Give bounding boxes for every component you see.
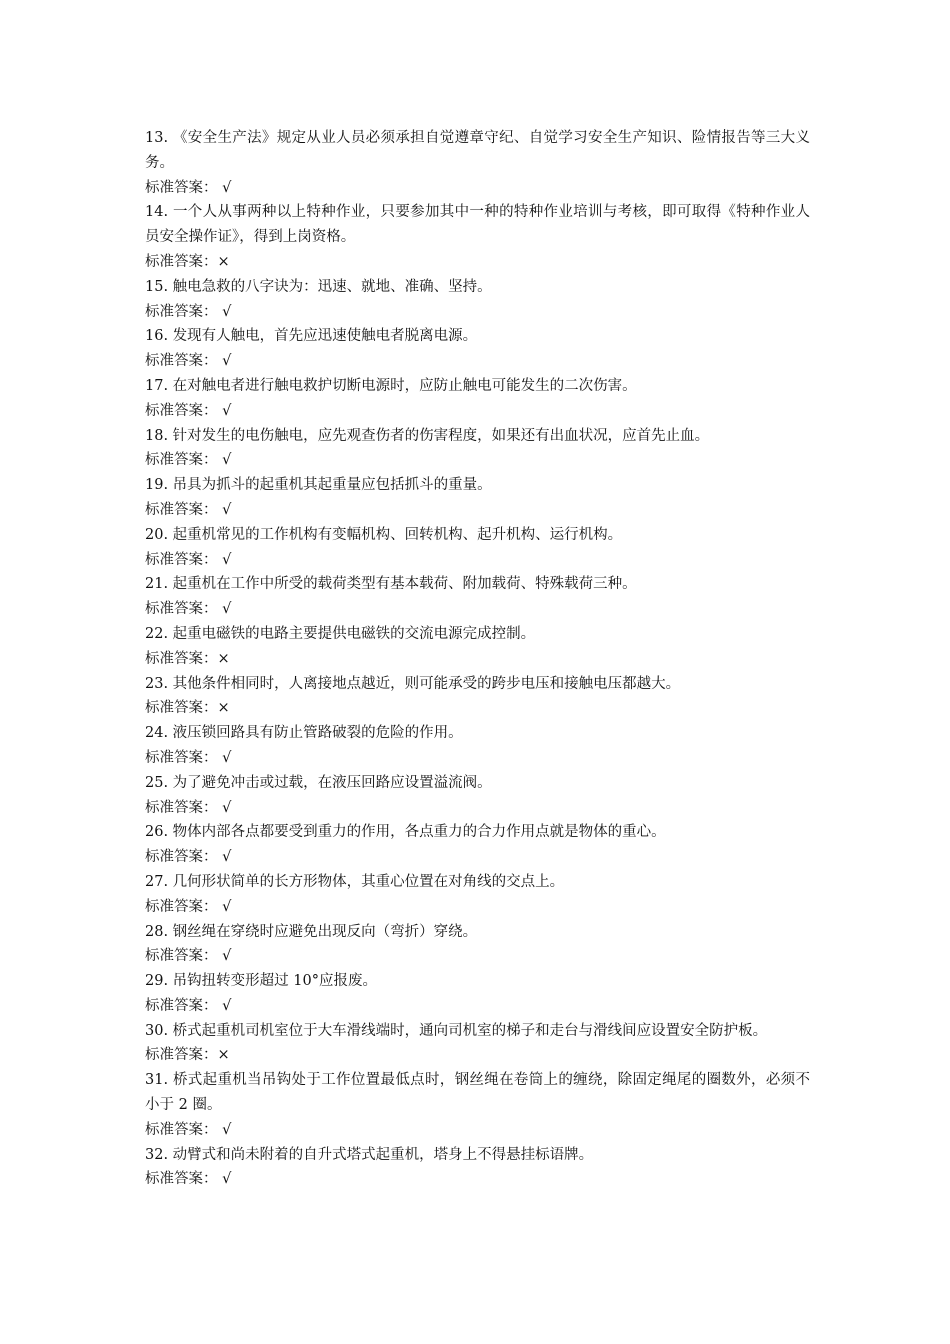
answer-text: 标准答案： √ — [145, 551, 232, 568]
question-text: 27. 几何形状简单的长方形物体，其重心位置在对角线的交点上。 — [145, 873, 565, 890]
answer-text: 标准答案：× — [145, 1047, 230, 1064]
question-item — [145, 324, 810, 374]
question-item — [145, 920, 810, 970]
question-item — [145, 523, 810, 573]
question-text: 16. 发现有人触电，首先应迅速使触电者脱离电源。 — [145, 328, 478, 345]
question-item — [145, 1068, 810, 1142]
question-text: 18. 针对发生的电伤触电，应先观查伤者的伤害程度，如果还有出血状况，应首先止血。 — [145, 427, 710, 444]
question-text: 20. 起重机常见的工作机构有变幅机构、回转机构、起升机构、运行机构。 — [145, 526, 623, 543]
answer-text: 标准答案：× — [145, 650, 230, 667]
question-text: 23. 其他条件相同时，人离接地点越近，则可能承受的跨步电压和接触电压都越大。 — [145, 675, 681, 692]
question-item — [145, 820, 810, 870]
question-text: 13. 《安全生产法》规定从业人员必须承担自觉遵章守纪、自觉学习安全生产知识、险情报告等三大义务。 — [145, 130, 810, 171]
answer-text: 标准答案：× — [145, 700, 230, 717]
question-text: 25. 为了避免冲击或过载，在液压回路应设置溢流阀。 — [145, 774, 492, 791]
answer-text: 标准答案： √ — [145, 749, 232, 766]
question-text: 19. 吊具为抓斗的起重机其起重量应包括抓斗的重量。 — [145, 477, 492, 494]
question-text: 14. 一个人从事两种以上特种作业，只要参加其中一种的特种作业培训与考核，即可取得《特种作业人员安全操作证》，得到上岗资格。 — [145, 204, 810, 246]
question-text: 32. 动臂式和尚未附着的自升式塔式起重机，塔身上不得悬挂标语牌。 — [145, 1146, 594, 1163]
question-item — [145, 200, 810, 274]
answer-text: 标准答案： √ — [145, 948, 232, 965]
question-text: 22. 起重电磁铁的电路主要提供电磁铁的交流电源完成控制。 — [145, 625, 536, 642]
question-item — [145, 1143, 810, 1193]
answer-text: 标准答案： √ — [145, 898, 232, 915]
question-text: 31. 桥式起重机当吊钩处于工作位置最低点时，钢丝绳在卷筒上的缠绕，除固定绳尾的圈数外，必须不小于 2 圈。 — [145, 1072, 810, 1114]
question-text: 21. 起重机在工作中所受的载荷类型有基本载荷、附加载荷、特殊载荷三种。 — [145, 576, 637, 593]
question-text: 29. 吊钩扭转变形超过 10°应报废。 — [145, 973, 377, 990]
question-item — [145, 672, 810, 722]
answer-text: 标准答案： √ — [145, 501, 232, 518]
question-item — [145, 424, 810, 474]
answer-text: 标准答案： √ — [145, 799, 232, 816]
question-text: 28. 钢丝绳在穿绕时应避免出现反向（弯折）穿绕。 — [145, 923, 478, 940]
question-text: 24. 液压锁回路具有防止管路破裂的危险的作用。 — [145, 725, 463, 742]
question-item — [145, 721, 810, 771]
question-item — [145, 126, 810, 200]
question-text: 26. 物体内部各点都要受到重力的作用，各点重力的合力作用点就是物体的重心。 — [145, 824, 666, 841]
question-item — [145, 1019, 810, 1069]
answer-text: 标准答案： √ — [145, 353, 232, 370]
question-item — [145, 374, 810, 424]
answer-text: 标准答案： √ — [145, 997, 232, 1014]
question-text: 17. 在对触电者进行触电救护切断电源时，应防止触电可能发生的二次伤害。 — [145, 377, 637, 394]
question-item — [145, 572, 810, 622]
question-text: 15. 触电急救的八字诀为：迅速、就地、准确、坚持。 — [145, 278, 492, 295]
answer-text: 标准答案： √ — [145, 849, 232, 866]
answer-text: 标准答案： √ — [145, 179, 232, 196]
answer-text: 标准答案： √ — [145, 1171, 232, 1188]
question-item — [145, 870, 810, 920]
answer-text: 标准答案：× — [145, 253, 230, 270]
answer-text: 标准答案： √ — [145, 303, 232, 320]
question-item — [145, 622, 810, 672]
answer-text: 标准答案： √ — [145, 1121, 232, 1138]
question-item — [145, 771, 810, 821]
answer-text: 标准答案： √ — [145, 452, 232, 469]
question-item — [145, 473, 810, 523]
question-item — [145, 275, 810, 325]
document-page — [145, 126, 810, 1192]
answer-text: 标准答案： √ — [145, 601, 232, 618]
answer-text: 标准答案： √ — [145, 402, 232, 419]
question-text: 30. 桥式起重机司机室位于大车滑线端时，通向司机室的梯子和走台与滑线间应设置安全防护板。 — [145, 1022, 768, 1039]
question-item — [145, 969, 810, 1019]
